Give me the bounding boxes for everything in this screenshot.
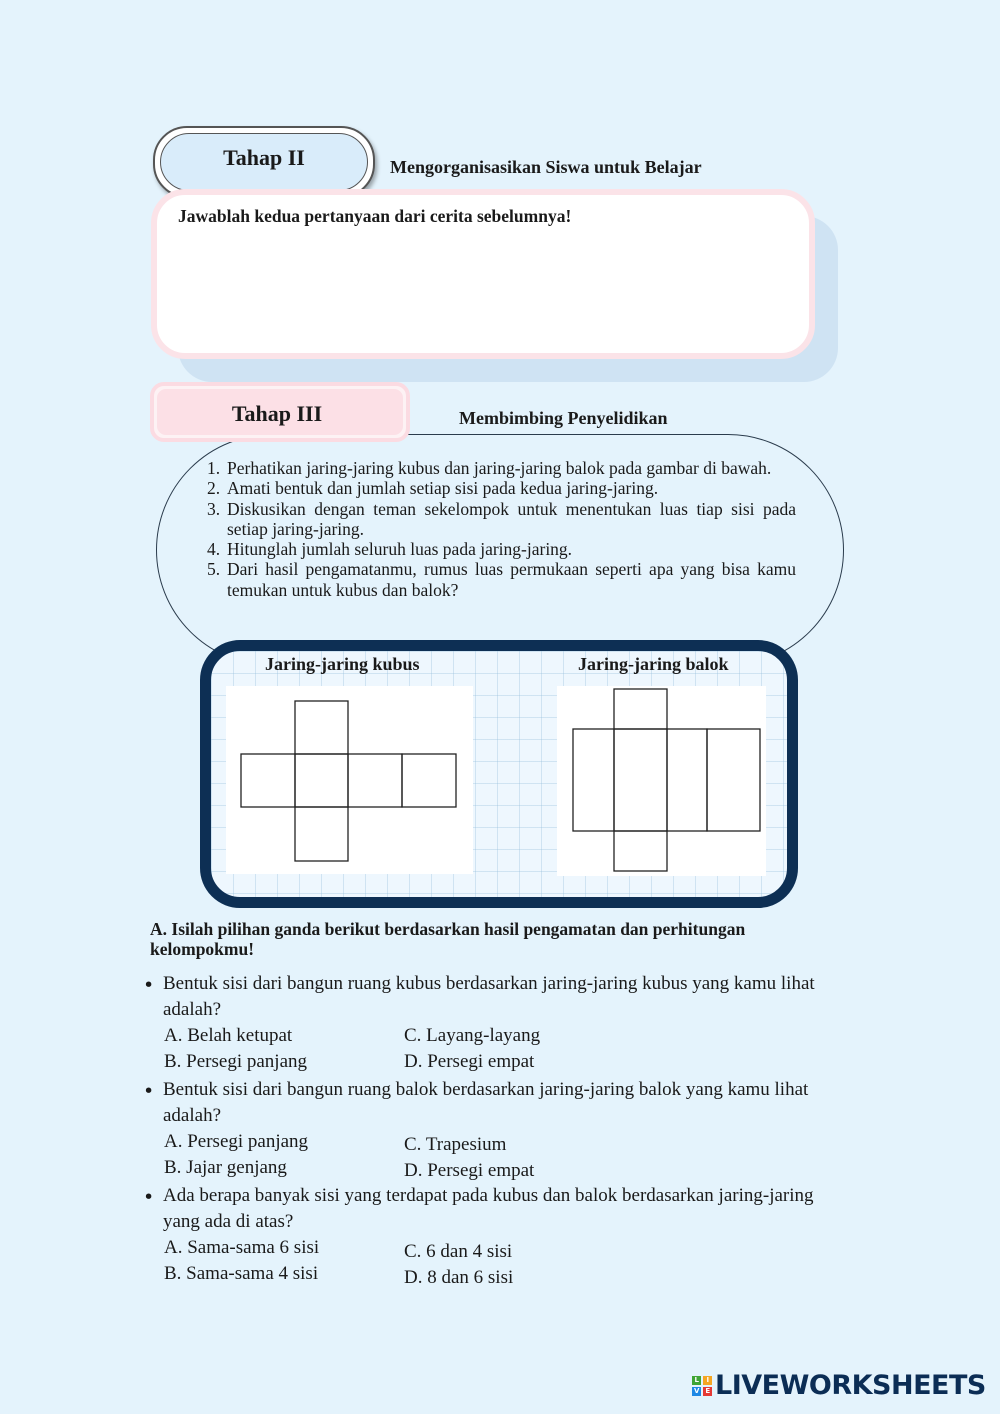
instruction-list	[206, 458, 796, 600]
tahap-3-badge	[150, 382, 410, 442]
q3-option-c[interactable]: C. 6 dan 4 sisi	[404, 1241, 513, 1262]
logo-letter: I	[703, 1376, 712, 1385]
cuboid-face-bottom	[614, 831, 667, 871]
logo-letter: V	[692, 1387, 701, 1396]
q2-option-d[interactable]: D. Persegi empat	[404, 1160, 535, 1181]
q2-option-a[interactable]: A. Persegi panjang	[164, 1131, 309, 1152]
cuboid-face-top	[614, 689, 667, 729]
q3-option-b[interactable]: B. Sama-sama 4 sisi	[164, 1263, 319, 1284]
logo-letter: L	[692, 1376, 701, 1385]
tahap-3-subtitle: Membimbing Penyelidikan	[459, 408, 668, 428]
q2-option-b[interactable]: B. Jajar genjang	[164, 1157, 287, 1178]
cube-net-title: Jaring-jaring kubus	[265, 654, 420, 674]
q3-option-d[interactable]: D. 8 dan 6 sisi	[404, 1267, 514, 1288]
cuboid-face-left	[573, 729, 614, 831]
cuboid-net-title: Jaring-jaring balok	[578, 654, 729, 674]
tahap-3-label: Tahap III	[231, 401, 323, 426]
cube-net-diagram	[226, 686, 473, 874]
question-1-text: Bentuk sisi dari bangun ruang kubus berdasarkan jaring-jaring kubus yang kamu lihat adalah?	[163, 973, 815, 1020]
cuboid-net-image	[557, 686, 766, 876]
liveworksheets-logo[interactable]	[692, 1370, 986, 1401]
q3-option-a[interactable]: A. Sama-sama 6 sisi	[164, 1237, 320, 1258]
cube-face-top	[295, 701, 348, 754]
tahap-2-subtitle: Mengorganisasikan Siswa untuk Belajar	[390, 157, 702, 177]
question-2-text: Bentuk sisi dari bangun ruang balok berdasarkan jaring-jaring balok yang kamu lihat adalah?	[163, 1079, 809, 1126]
cuboid-net-diagram	[557, 686, 766, 876]
logo-grid-icon	[692, 1376, 712, 1396]
instruction-item: 1. Perhatikan jaring-jaring kubus dan jaring-jaring balok pada gambar di bawah.	[207, 458, 772, 478]
question-3-text: Ada berapa banyak sisi yang terdapat pada kubus dan balok berdasarkan jaring-jaring yang ada di atas?	[163, 1185, 814, 1232]
q1-option-d[interactable]: D. Persegi empat	[404, 1051, 535, 1072]
cube-face-front	[295, 754, 348, 807]
cube-face-left	[241, 754, 295, 807]
cube-face-back	[402, 754, 456, 807]
instruction-item: 2. Amati bentuk dan jumlah setiap sisi pada kedua jaring-jaring.	[207, 478, 659, 499]
cube-net-image	[226, 686, 473, 874]
cube-face-bottom	[295, 807, 348, 861]
logo-letter: E	[703, 1387, 712, 1396]
q2-option-c[interactable]: C. Trapesium	[404, 1134, 507, 1155]
cuboid-face-back	[707, 729, 760, 831]
tahap-2-badge	[153, 126, 375, 198]
bullet-icon: •	[143, 974, 155, 996]
logo-text: LIVEWORKSHEETS	[715, 1370, 986, 1401]
tahap-2-label: Tahap II	[223, 145, 305, 170]
tahap-2-question: Jawablah kedua pertanyaan dari cerita sebelumnya!	[178, 206, 572, 226]
instruction-item: 4. Hitunglah jumlah seluruh luas pada jaring-jaring.	[207, 539, 573, 560]
bullet-icon: •	[143, 1186, 155, 1208]
cuboid-face-front	[614, 729, 667, 831]
q1-option-b[interactable]: B. Persegi panjang	[164, 1051, 308, 1072]
cuboid-face-right	[667, 729, 707, 831]
bullet-icon: •	[143, 1080, 155, 1102]
q1-option-c[interactable]: C. Layang-layang	[404, 1025, 541, 1046]
q1-option-a[interactable]: A. Belah ketupat	[164, 1025, 293, 1046]
cube-face-right	[348, 754, 402, 807]
instruction-item: 5. Dari hasil pengamatanmu, rumus luas permukaan seperti apa yang bisa kamu temukan untuk kubus dan balok?	[207, 559, 796, 600]
instruction-item: 3. Diskusikan dengan teman sekelompok untuk menentukan luas tiap sisi pada setiap jaring-jaring.	[207, 498, 796, 539]
section-a-heading: A. Isilah pilihan ganda berikut berdasarkan hasil pengamatan dan perhitungan kelompokmu!	[150, 919, 746, 959]
